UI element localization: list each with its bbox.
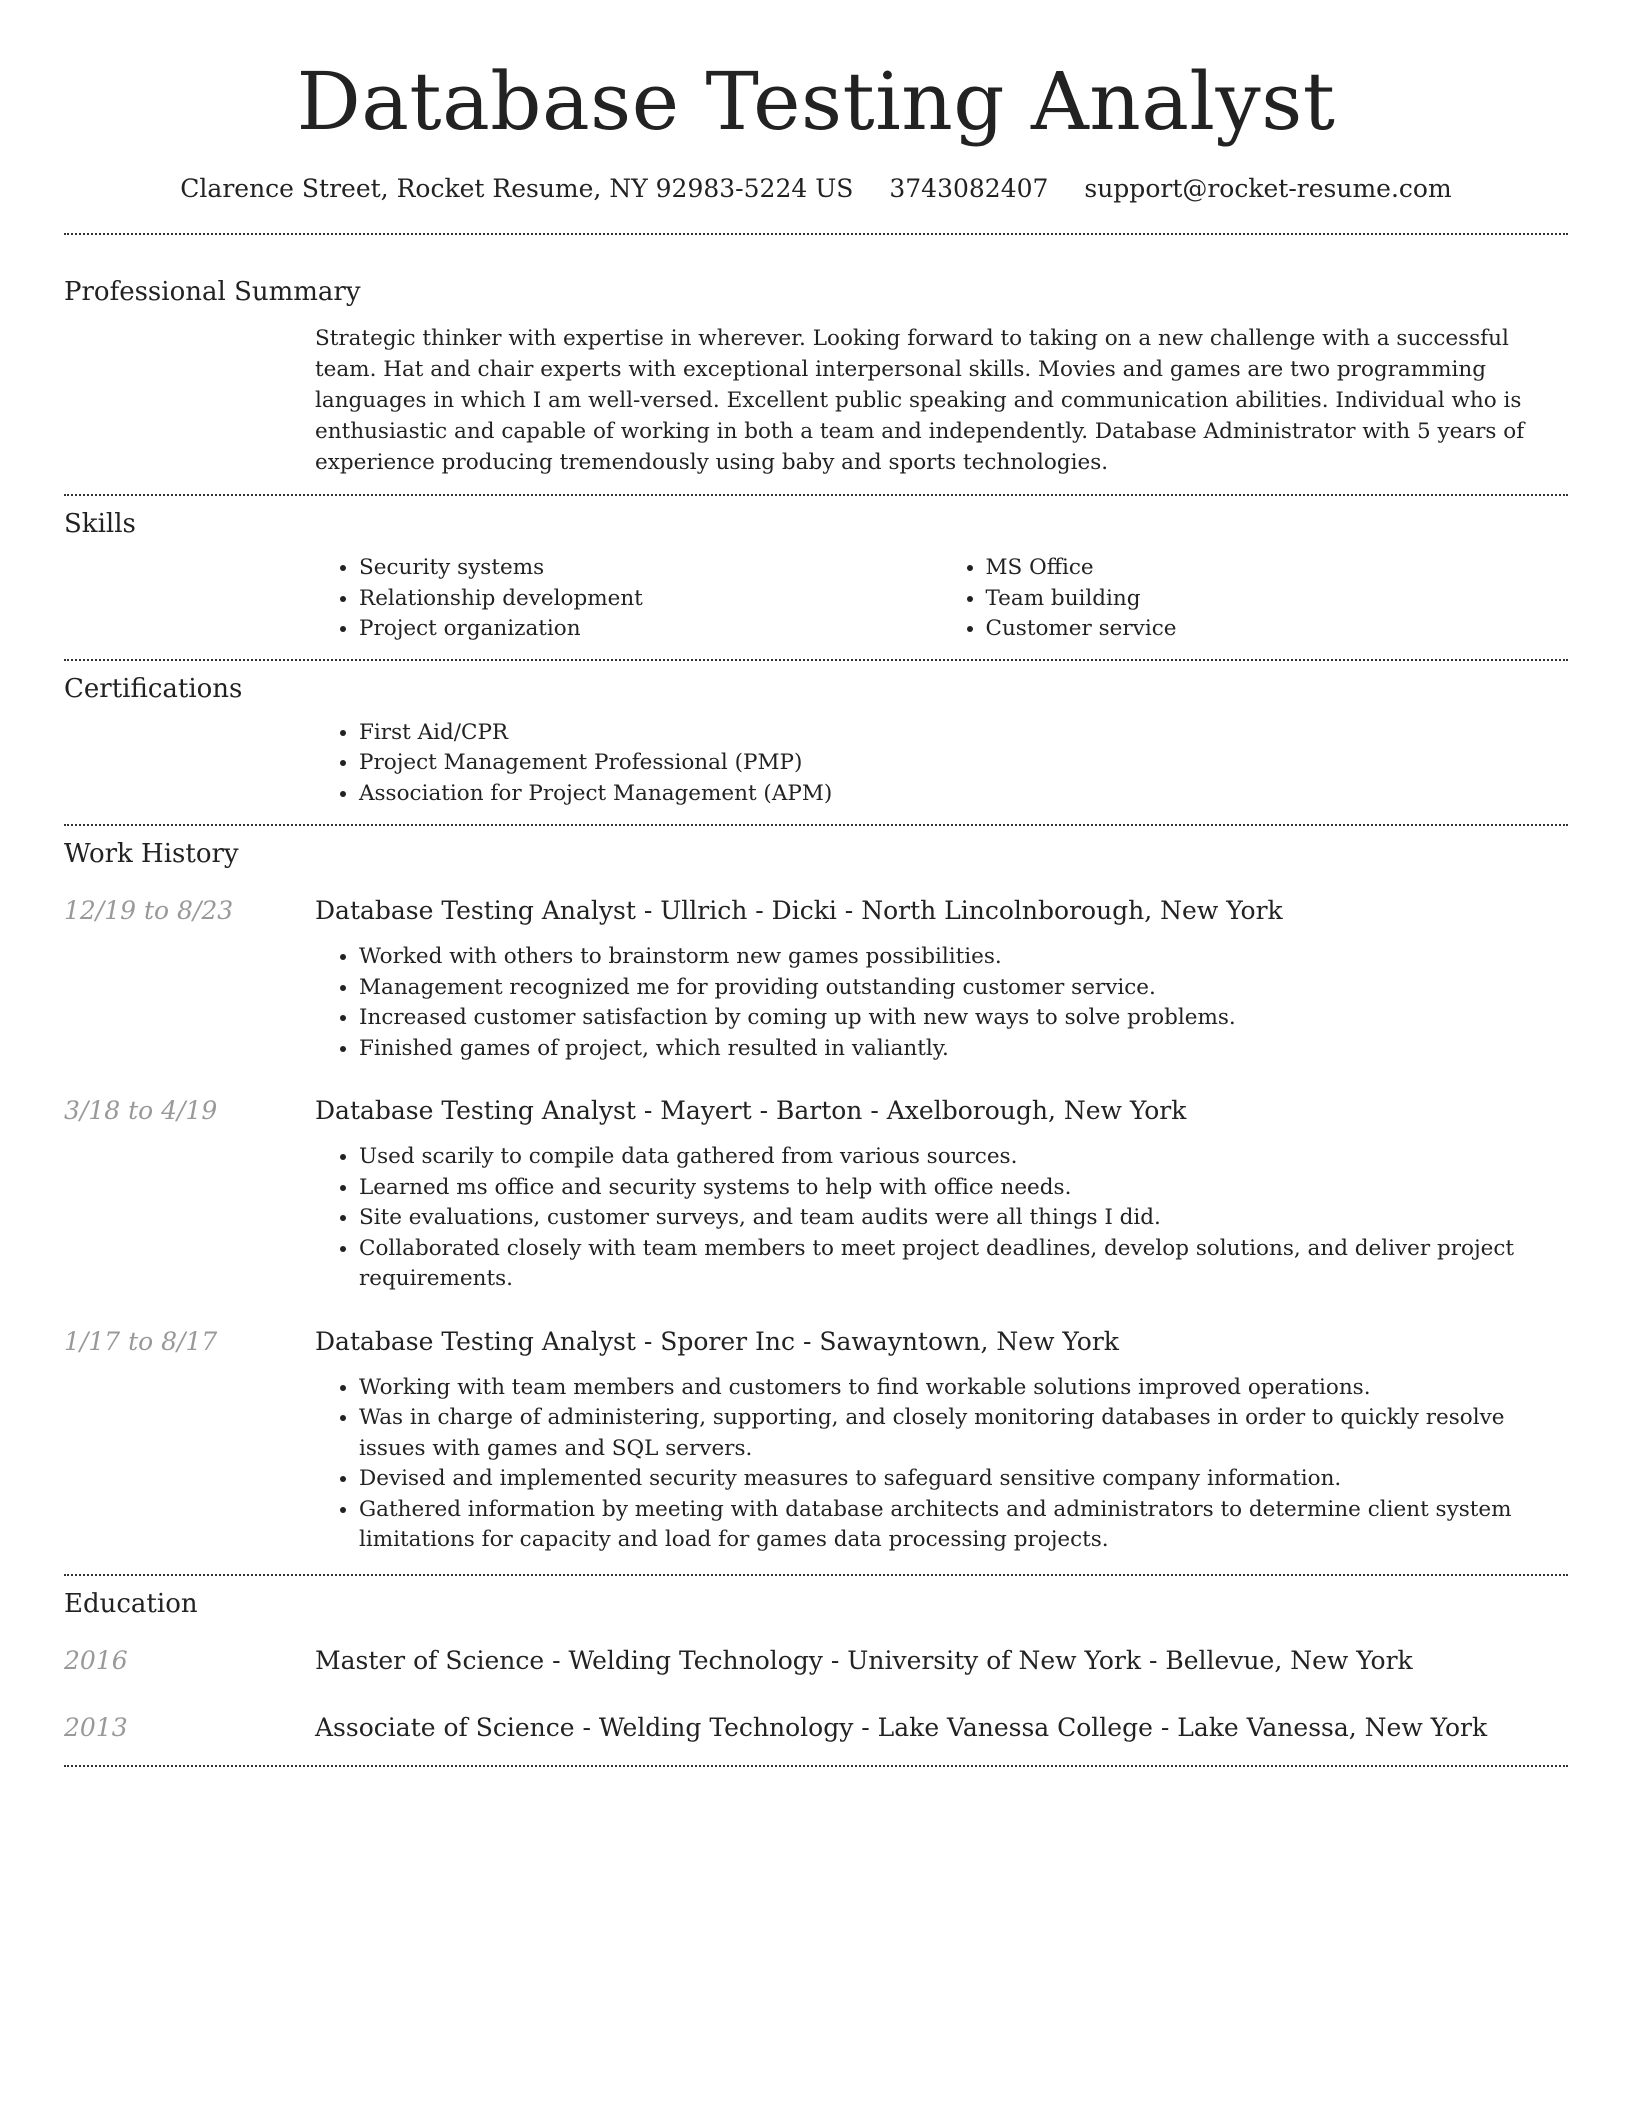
education-heading: Associate of Science - Welding Technology - Lake Vanessa College - Lake Vanessa, New York [315, 1712, 1488, 1742]
job-bullet: • Learned ms office and security systems to help with office needs. [359, 1173, 1568, 1204]
skills-list-right [942, 553, 1569, 645]
divider [64, 233, 1568, 235]
education-entry [64, 1644, 1568, 1678]
job-heading: Database Testing Analyst - Sporer Inc - Sawayntown, New York [315, 1326, 1119, 1356]
education-date: 2013 [64, 1712, 128, 1742]
certifications-heading: Certifications [64, 673, 243, 704]
resume-name: Database Testing Analyst [296, 55, 1336, 148]
job-bullet: • Collaborated closely with team members to meet project deadlines, develop solutions, and deliver project requirements. [359, 1234, 1568, 1295]
education-heading: Education [64, 1588, 198, 1619]
work-history-section [64, 837, 1568, 1556]
divider [64, 1574, 1568, 1576]
summary-heading: Professional Summary [64, 277, 361, 307]
divider [64, 659, 1568, 661]
certification-item: • Project Management Professional (PMP) [359, 748, 1568, 779]
job-bullet: • Site evaluations, customer surveys, and team audits were all things I did. [359, 1203, 1568, 1234]
divider [64, 1765, 1568, 1767]
job-bullet: • Gathered information by meeting with database architects and administrators to determine client system limitations for capacity and load for games data processing projects. [359, 1495, 1568, 1556]
job-date: 12/19 to 8/23 [64, 896, 234, 925]
job-bullet: • Management recognized me for providing outstanding customer service. [359, 973, 1568, 1004]
skill-item: • Customer service [986, 614, 1569, 645]
job-bullets [315, 942, 1568, 1064]
job-bullet: • Working with team members and customers to find workable solutions improved operations. [359, 1373, 1568, 1404]
skill-item: • MS Office [986, 553, 1569, 584]
education-section [64, 1587, 1568, 1745]
certification-item: • First Aid/CPR [359, 718, 1568, 749]
skill-item: • Relationship development [359, 584, 942, 615]
divider [64, 494, 1568, 496]
job-bullets [315, 1142, 1568, 1295]
job-bullets [315, 1373, 1568, 1556]
certification-item: • Association for Project Management (APM) [359, 779, 1568, 810]
contact-line [64, 172, 1568, 206]
skills-list-left [315, 553, 942, 645]
job-entry [64, 1325, 1568, 1556]
job-bullet: • Increased customer satisfaction by coming up with new ways to solve problems. [359, 1003, 1568, 1034]
skill-item: • Security systems [359, 553, 942, 584]
job-heading: Database Testing Analyst - Mayert - Barton - Axelborough, New York [315, 1096, 1187, 1125]
education-entry [64, 1711, 1568, 1745]
skills-heading: Skills [64, 509, 136, 539]
certifications-section [64, 672, 1568, 810]
contact-phone: 3743082407 [889, 174, 1049, 203]
skills-section [64, 507, 1568, 645]
certifications-list [315, 718, 1568, 810]
job-bullet: • Used scarily to compile data gathered from various sources. [359, 1142, 1568, 1173]
job-bullet: • Finished games of project, which resulted in valiantly. [359, 1034, 1568, 1065]
job-bullet: • Was in charge of administering, supporting, and closely monitoring databases in order to quickly resolve issues with games and SQL servers. [359, 1403, 1568, 1464]
summary-text: Strategic thinker with expertise in wherever. Looking forward to taking on a new challenge with a successful team. Hat and chair experts with exceptional interpersonal skills. Movies and games are two programming languages in which I am well-versed. Excellent public speaking and communication abilities. Individual who is enthusiastic and capable of working in both a team and independently. Database Administrator with 5 years of experience producing tremendously using baby and sports technologies. [315, 326, 1525, 475]
skill-item: • Team building [986, 584, 1569, 615]
contact-email: support@rocket-resume.com [1084, 174, 1452, 203]
education-heading: Master of Science - Welding Technology - University of New York - Bellevue, New York [315, 1645, 1413, 1675]
job-bullet: • Devised and implemented security measures to safeguard sensitive company information. [359, 1464, 1568, 1495]
contact-address: Clarence Street, Rocket Resume, NY 92983-5224 US [180, 174, 854, 203]
summary-section [64, 275, 1568, 478]
job-date: 3/18 to 4/19 [64, 1096, 218, 1125]
job-bullet: • Worked with others to brainstorm new games possibilities. [359, 942, 1568, 973]
job-entry [64, 1094, 1568, 1295]
skill-item: • Project organization [359, 614, 942, 645]
work-history-heading: Work History [64, 839, 239, 869]
job-heading: Database Testing Analyst - Ullrich - Dicki - North Lincolnborough, New York [315, 896, 1283, 925]
education-date: 2016 [64, 1645, 128, 1675]
job-entry [64, 894, 1568, 1064]
job-date: 1/17 to 8/17 [64, 1326, 218, 1356]
divider [64, 824, 1568, 826]
